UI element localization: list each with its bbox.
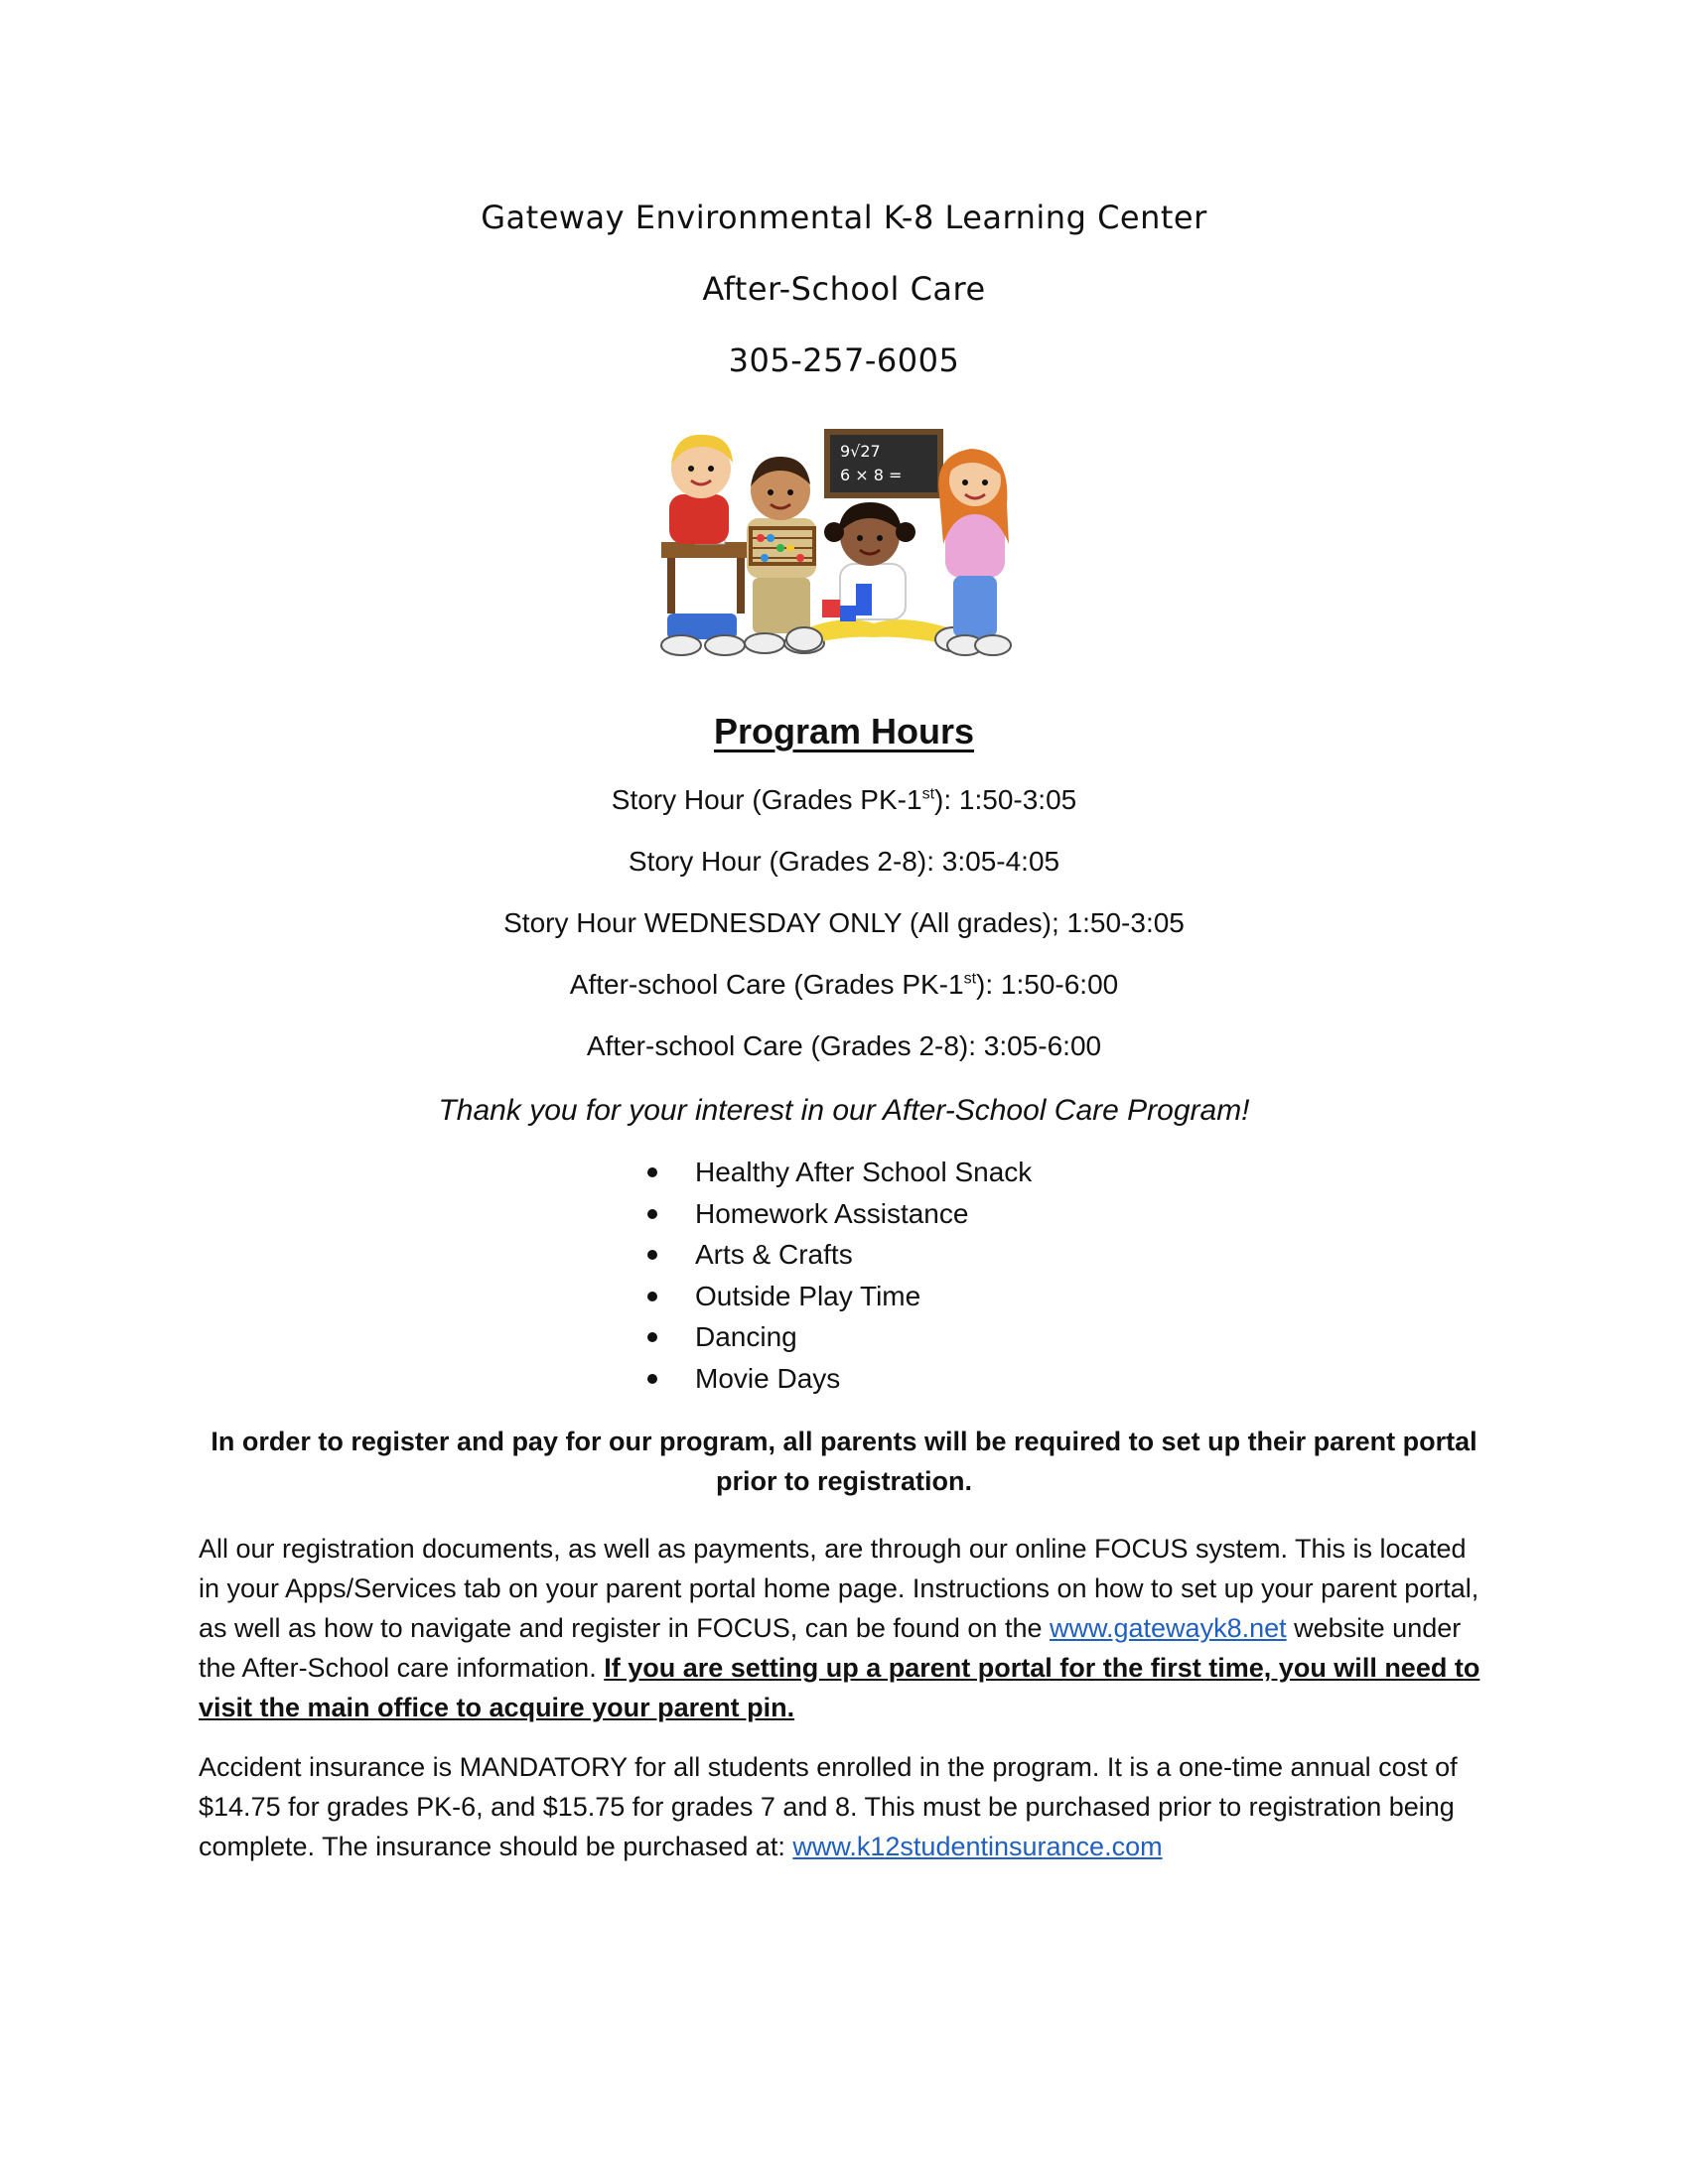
list-item: [635, 1152, 1032, 1193]
list-item: [635, 1234, 1032, 1276]
abacus-bead-shape: [796, 554, 804, 562]
eye-shape: [787, 489, 793, 495]
feature-list: [635, 1152, 1032, 1400]
bullet-icon: [647, 1332, 657, 1342]
hours-line: Story Hour WEDNESDAY ONLY (All grades); 1:50-3:05: [503, 907, 1185, 938]
desk-leg-shape: [667, 558, 675, 614]
hours-line: After-school Care (Grades 2-8): 3:05-6:00: [586, 1030, 1102, 1061]
feature-label: Arts & Crafts: [695, 1239, 853, 1271]
list-item: [635, 1316, 1032, 1358]
chalkboard-text-1: 9√27: [840, 442, 881, 461]
list-item: [635, 1193, 1032, 1235]
shoe-shape: [975, 635, 1011, 655]
shoe-shape: [786, 627, 822, 651]
feature-label: Healthy After School Snack: [695, 1157, 1033, 1187]
desk-leg-shape: [737, 558, 745, 614]
bullet-icon: [647, 1374, 657, 1384]
girl-jeans-shape: [953, 576, 997, 637]
eye-shape: [982, 479, 988, 485]
chalkboard-text-2: 6 × 8 =: [840, 466, 903, 484]
registration-paragraph: [199, 1529, 1489, 1727]
eye-shape: [688, 466, 694, 472]
shoe-shape: [705, 635, 745, 655]
eye-shape: [768, 489, 774, 495]
phone-number: 305-257-6005: [728, 341, 960, 379]
eye-shape: [708, 466, 714, 472]
eye-shape: [857, 535, 863, 541]
eye-shape: [962, 479, 968, 485]
program-name: After-School Care: [702, 270, 986, 308]
insurance-paragraph: [199, 1747, 1489, 1866]
shoe-shape: [745, 633, 784, 653]
girl-ponytail-shape: [896, 522, 915, 542]
bullet-icon: [647, 1250, 657, 1260]
insurance-text: Accident insurance is MANDATORY for all students enrolled in the program. It is a one-time annual cost of $14.75 for grades PK-6, and $15.75 for grades 7 and 8. This must be purchased prior to registration being complete. The insurance should be purchased at:: [199, 1752, 1458, 1861]
children-at-school-clipart: [655, 425, 1043, 663]
block-shape: [856, 584, 872, 600]
insurance-website-link[interactable]: www.k12studentinsurance.com: [792, 1832, 1163, 1861]
hours-line: Story Hour (Grades PK-1st): 1:50-3:05: [611, 784, 1077, 815]
gateway-website-link[interactable]: www.gatewayk8.net: [1050, 1613, 1287, 1643]
thank-you-text: Thank you for your interest in our After-School Care Program!: [438, 1094, 1250, 1127]
shoe-shape: [661, 635, 701, 655]
bullet-icon: [647, 1292, 657, 1301]
abacus-bead-shape: [757, 534, 765, 542]
registration-text: website under the After-School care information.: [199, 1613, 1462, 1683]
block-shape: [840, 606, 856, 621]
eye-shape: [877, 535, 883, 541]
girl-leggings-shape: [804, 619, 953, 645]
parent-pin-emphasis: If you are setting up a parent portal for the first time, you will need to visit the main office to acquire your parent pin.: [199, 1653, 1480, 1722]
registration-notice: In order to register and pay for our program, all parents will be required to set up their parent portal prior to registration.: [211, 1427, 1477, 1496]
girl-ponytail-shape: [824, 522, 844, 542]
feature-label: Homework Assistance: [695, 1197, 969, 1229]
block-shape: [856, 600, 872, 615]
feature-label: Movie Days: [695, 1362, 841, 1394]
bullet-icon: [647, 1209, 657, 1219]
bullet-icon: [647, 1167, 657, 1177]
list-item: [635, 1276, 1032, 1317]
hours-line: Story Hour (Grades 2-8): 3:05-4:05: [628, 846, 1060, 877]
block-shape: [822, 600, 840, 617]
abacus-bead-shape: [761, 554, 769, 562]
school-name: Gateway Environmental K-8 Learning Center: [481, 199, 1207, 236]
feature-label: Dancing: [695, 1321, 797, 1353]
hours-line: After-school Care (Grades PK-1st): 1:50-6:00: [569, 969, 1119, 1000]
feature-label: Outside Play Time: [695, 1280, 921, 1311]
abacus-bead-shape: [767, 534, 774, 542]
program-hours-title: Program Hours: [713, 711, 975, 751]
boy-shirt-shape: [669, 494, 729, 544]
abacus-bead-shape: [786, 544, 794, 552]
abacus-bead-shape: [776, 544, 784, 552]
registration-text: All our registration documents, as well as payments, are through our online FOCUS system. This is located in your Apps/Services tab on your parent portal home page. Instructions on how to set up your parent portal, as well as how to navigate and register in FOCUS, can be found on the: [199, 1534, 1479, 1643]
child-pants-shape: [753, 578, 810, 633]
list-item: [635, 1358, 1032, 1400]
